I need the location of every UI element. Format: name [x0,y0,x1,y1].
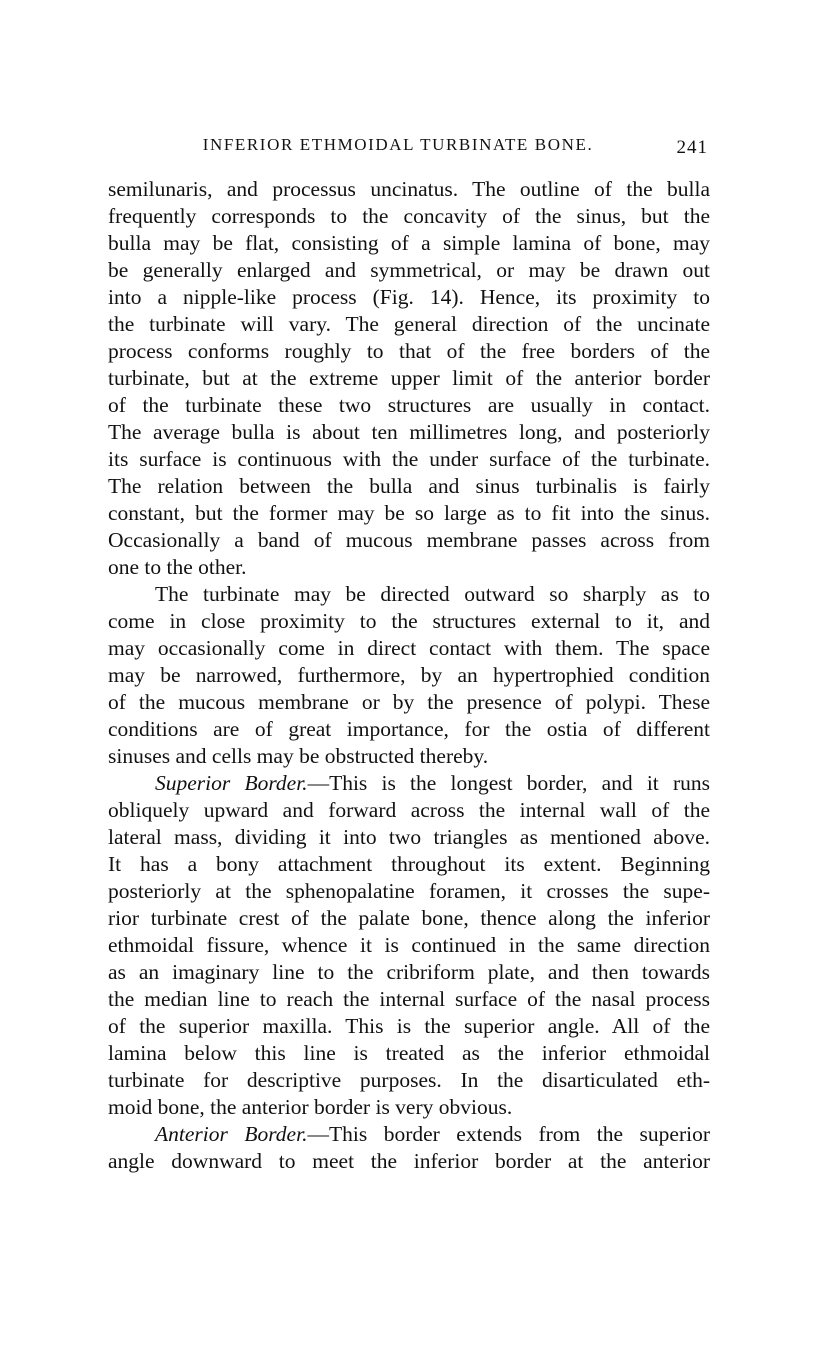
text-line [108,527,710,554]
text-line [108,1094,710,1121]
text-line [108,743,710,770]
line-text: constant, but the former may be so large as to fit into the sinus. [108,501,710,525]
text-line [108,662,710,689]
text-line [108,284,710,311]
line-text: the turbinate will vary. The general direction of the uncinate [108,312,710,336]
text-line [108,581,710,608]
text-line [108,338,710,365]
text-line [108,905,710,932]
running-title: INFERIOR ETHMOIDAL TURBINATE BONE. [202,135,594,154]
line-text: into a nipple-like process (Fig. 14). Hence, its proximity to [108,285,710,309]
section-heading: Superior Border. [155,771,308,795]
line-text: The relation between the bulla and sinus turbinalis is fairly [108,474,710,498]
text-line [108,500,710,527]
text-line [108,824,710,851]
line-text: come in close proximity to the structures external to it, and [108,609,710,633]
text-line [108,770,710,797]
line-text: the median line to reach the internal surface of the nasal process [108,987,710,1011]
line-text: of the turbinate these two structures are usually in contact. [108,393,710,417]
text-line [108,392,710,419]
text-line [108,230,710,257]
text-line [108,986,710,1013]
line-text: as an imaginary line to the cribriform plate, and then towards [108,960,710,984]
line-text: The turbinate may be directed outward so sharply as to [155,582,710,606]
text-line [108,716,710,743]
line-text: moid bone, the anterior border is very obvious. [108,1095,513,1119]
page-number: 241 [676,137,708,158]
text-line [108,1067,710,1094]
line-text: may occasionally come in direct contact with them. The space [108,636,710,660]
text-line [108,1040,710,1067]
text-line [108,1013,710,1040]
text-line [108,635,710,662]
line-text: turbinate, but at the extreme upper limit of the anterior border [108,366,710,390]
text-line [108,419,710,446]
line-text: conditions are of great importance, for the ostia of different [108,717,710,741]
line-text: lamina below this line is treated as the inferior ethmoidal [108,1041,710,1065]
line-text: rior turbinate crest of the palate bone, thence along the inferior [108,906,710,930]
text-line [108,797,710,824]
text-line [108,203,710,230]
line-text: lateral mass, dividing it into two triangles as mentioned above. [108,825,710,849]
text-line [108,851,710,878]
text-line [108,365,710,392]
text-line [108,878,710,905]
line-text: process conforms roughly to that of the free borders of the [108,339,710,363]
line-text: —This is the longest border, and it runs [307,771,710,795]
line-text: The average bulla is about ten millimetres long, and posteriorly [108,420,710,444]
text-line [108,932,710,959]
text-line [108,1121,710,1148]
line-text: posteriorly at the sphenopalatine foramen, it crosses the supe- [108,879,710,903]
line-text: Occasionally a band of mucous membrane passes across from [108,528,710,552]
line-text: of the mucous membrane or by the presence of polypi. These [108,690,710,714]
text-line [108,446,710,473]
text-line [108,1148,710,1175]
line-text: turbinate for descriptive purposes. In the disarticulated eth- [108,1068,710,1092]
body-text [108,176,710,1175]
text-line [108,608,710,635]
line-text: ethmoidal fissure, whence it is continued in the same direction [108,933,710,957]
text-line [108,176,710,203]
line-text: of the superior maxilla. This is the superior angle. All of the [108,1014,710,1038]
text-line [108,959,710,986]
text-line [108,554,710,581]
line-text: be generally enlarged and symmetrical, or may be drawn out [108,258,710,282]
text-line [108,257,710,284]
line-text: —This border extends from the superior [307,1122,710,1146]
text-line [108,689,710,716]
text-line [108,311,710,338]
line-text: may be narrowed, furthermore, by an hypertrophied condition [108,663,710,687]
line-text: frequently corresponds to the concavity of the sinus, but the [108,204,710,228]
line-text: angle downward to meet the inferior border at the anterior [108,1149,710,1173]
section-heading: Anterior Border. [155,1122,308,1146]
line-text: semilunaris, and processus uncinatus. The outline of the bulla [108,177,710,201]
line-text: one to the other. [108,555,247,579]
line-text: obliquely upward and forward across the internal wall of the [108,798,710,822]
text-line [108,473,710,500]
line-text: bulla may be flat, consisting of a simple lamina of bone, may [108,231,710,255]
line-text: sinuses and cells may be obstructed thereby. [108,744,489,768]
running-header [108,133,710,159]
line-text: its surface is continuous with the under surface of the turbinate. [108,447,710,471]
line-text: It has a bony attachment throughout its extent. Beginning [108,852,710,876]
